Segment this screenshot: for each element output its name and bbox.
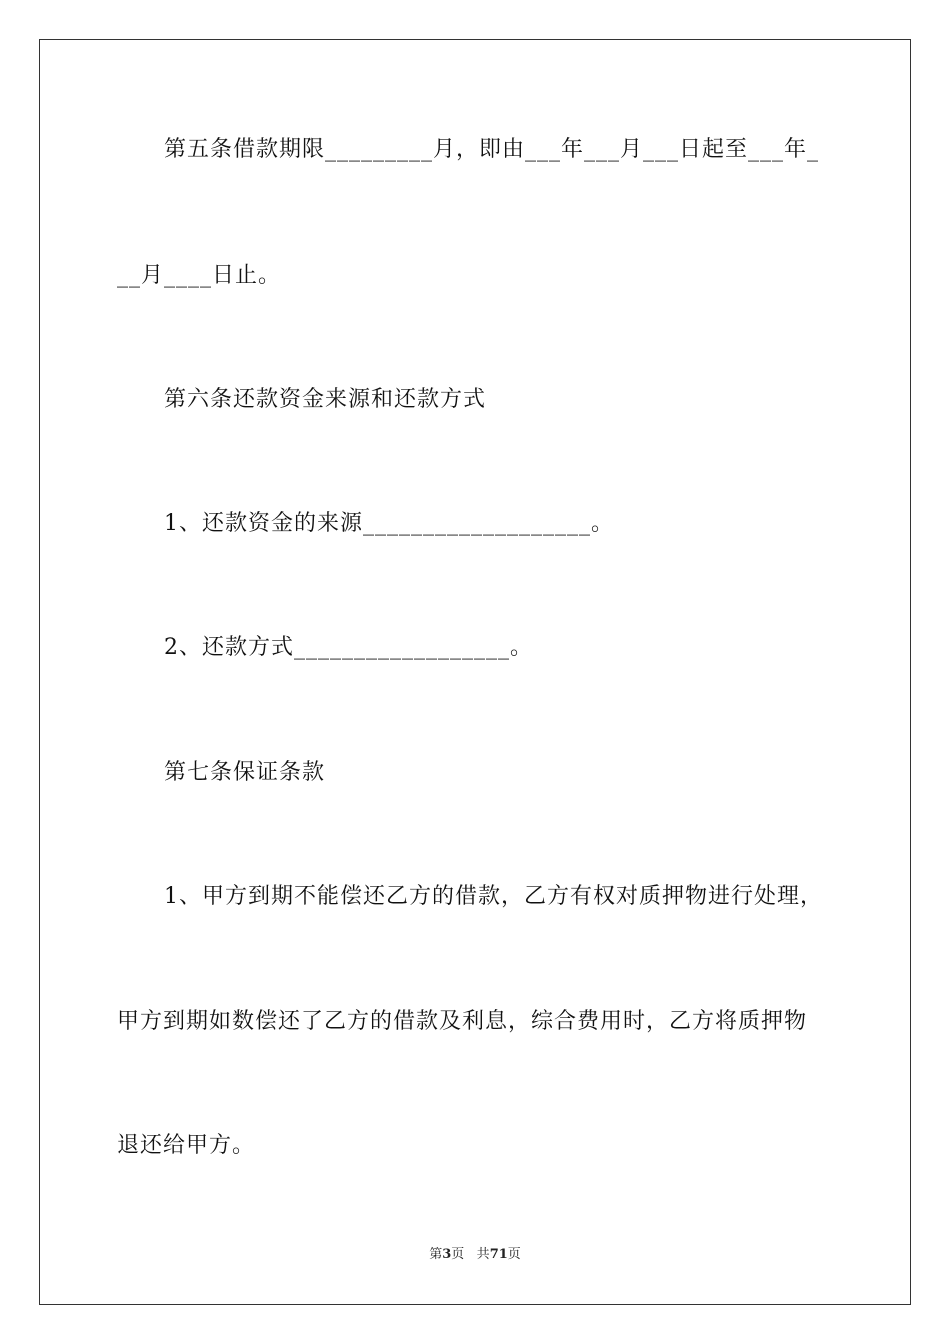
- total-suffix: 页: [507, 1247, 521, 1262]
- clause-7-item-1-line-2: 甲方到期如数偿还了乙方的借款及利息，综合费用时，乙方将质押物: [117, 1009, 808, 1034]
- page-border: [39, 39, 911, 1305]
- clause-6-heading: 第六条还款资金来源和还款方式: [164, 387, 487, 412]
- total-prefix: 共: [476, 1247, 490, 1262]
- clause-7-item-1: 1、甲方到期不能偿还乙方的借款，乙方有权对质押物进行处理，: [164, 884, 823, 909]
- clause-7-item-1-line-3: 退还给甲方。: [117, 1133, 256, 1158]
- clause-6-item-2: 2、还款方式__________________。: [164, 635, 533, 660]
- page-number: 3: [442, 1247, 452, 1262]
- clause-7-heading: 第七条保证条款: [164, 760, 326, 785]
- page-suffix: 页: [451, 1247, 465, 1262]
- clause-5-loan-term: 第五条借款期限_________月，即由___年___月___日起至___年_: [164, 137, 820, 162]
- clause-6-item-1: 1、还款资金的来源___________________。: [164, 511, 614, 536]
- total-pages: 71: [489, 1247, 508, 1262]
- page-prefix: 第: [429, 1247, 443, 1262]
- clause-5-loan-term-continued: __月____日止。: [117, 263, 282, 288]
- page-footer: [0, 1246, 950, 1264]
